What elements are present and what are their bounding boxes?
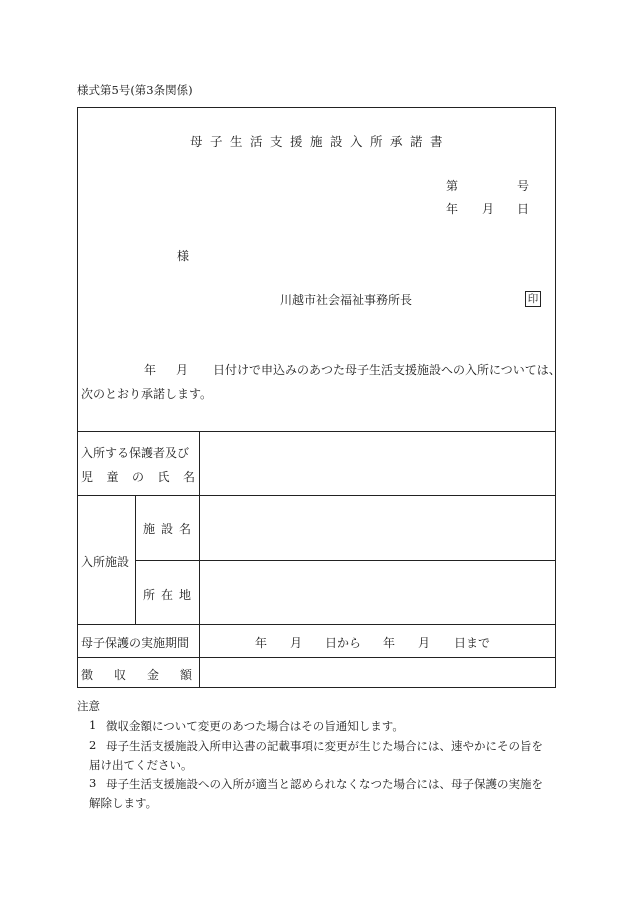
column-rule-facility-sub: [135, 495, 136, 624]
date-year: 年: [446, 202, 459, 216]
body-year: 年: [144, 363, 157, 377]
facility-name-label: 施設名: [143, 522, 198, 536]
guardian-label-line1: 入所する保護者及び: [81, 446, 190, 460]
issuer-name: 川越市社会福祉事務所長: [280, 293, 413, 307]
row-rule-facility: [77, 624, 556, 625]
note-3-number: 3: [89, 776, 97, 790]
seal-mark: 印: [525, 291, 541, 307]
fee-label: 徴収金額: [81, 668, 214, 682]
note-2-text-cont: 届け出てください。: [89, 758, 193, 772]
period-month-start: 月: [290, 636, 303, 650]
date-day: 日: [517, 202, 530, 216]
form-number: 様式第5号(第3条関係): [77, 83, 193, 97]
body-line2: 次のとおり承諾します。: [81, 387, 213, 401]
reference-no-suffix: 号: [517, 179, 530, 193]
facility-address-label: 所在地: [143, 588, 198, 602]
table-top-rule: [77, 431, 556, 432]
facility-label: 入所施設: [81, 555, 130, 569]
period-until: 日まで: [454, 636, 491, 650]
body-month: 月: [176, 363, 189, 377]
row-rule-period: [77, 657, 556, 658]
period-year-start: 年: [255, 636, 268, 650]
document-title: 母子生活支援施設入所承諾書: [190, 134, 451, 149]
note-3-text-cont: 解除します。: [89, 796, 158, 810]
body-line1: 日付けで申込みのあつた母子生活支援施設への入所については、: [213, 363, 561, 377]
note-2-number: 2: [89, 738, 97, 752]
note-1-text: 徴収金額について変更のあつた場合はその旨通知します。: [106, 719, 404, 733]
notes-title: 注意: [77, 699, 100, 713]
period-year-end: 年: [383, 636, 396, 650]
period-label: 母子保護の実施期間: [81, 636, 190, 650]
note-3-text: 母子生活支援施設への入所が適当と認められなくなつた場合には、母子保護の実施を: [106, 777, 543, 791]
period-from: 日から: [325, 636, 362, 650]
reference-no-prefix: 第: [446, 179, 459, 193]
date-month: 月: [482, 202, 495, 216]
period-month-end: 月: [418, 636, 431, 650]
guardian-label-line2: 児童の氏名: [81, 470, 209, 484]
row-rule-guardian: [77, 495, 556, 496]
addressee-suffix: 様: [177, 249, 190, 263]
note-2-text: 母子生活支援施設入所申込書の記載事項に変更が生じた場合には、速やかにその旨を: [106, 739, 543, 753]
note-1-number: 1: [89, 718, 97, 732]
